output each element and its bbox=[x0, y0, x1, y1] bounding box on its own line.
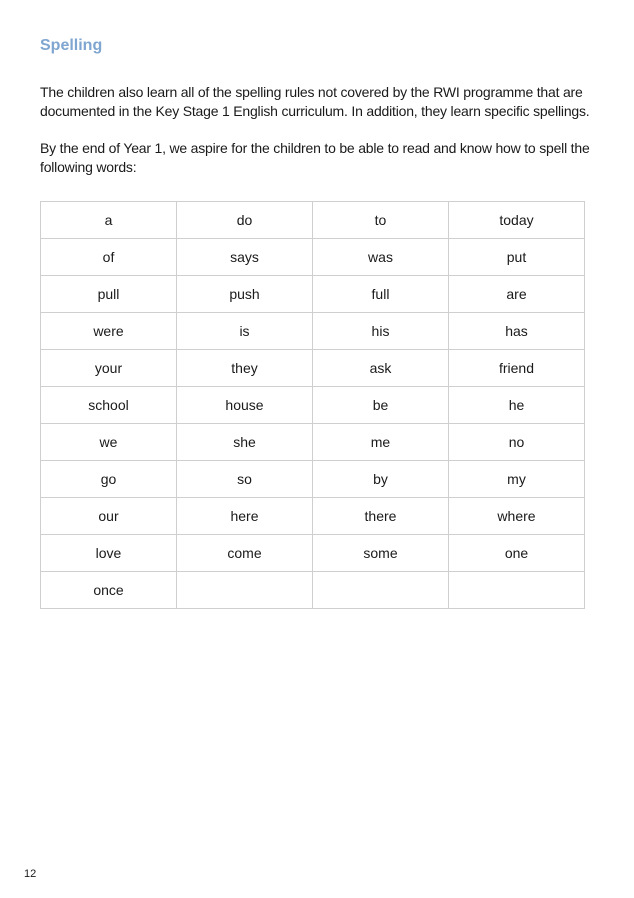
table-row bbox=[41, 572, 585, 609]
table-cell: no bbox=[449, 424, 585, 461]
table-cell: love bbox=[41, 535, 177, 572]
table-cell: we bbox=[41, 424, 177, 461]
table-row bbox=[41, 535, 585, 572]
table-row bbox=[41, 350, 585, 387]
table-row bbox=[41, 461, 585, 498]
table-cell: there bbox=[313, 498, 449, 535]
table-cell: were bbox=[41, 313, 177, 350]
table-cell: a bbox=[41, 202, 177, 239]
table-cell: put bbox=[449, 239, 585, 276]
table-row bbox=[41, 387, 585, 424]
table-cell: go bbox=[41, 461, 177, 498]
table-cell: she bbox=[177, 424, 313, 461]
table-row bbox=[41, 498, 585, 535]
table-cell: house bbox=[177, 387, 313, 424]
table-cell: so bbox=[177, 461, 313, 498]
intro-paragraph: The children also learn all of the spelling rules not covered by the RWI programme that are documented in the Key Stage 1 English curriculum. In addition, they learn specific spellings. bbox=[40, 84, 590, 119]
table-cell: has bbox=[449, 313, 585, 350]
table-row bbox=[41, 276, 585, 313]
table-cell: his bbox=[313, 313, 449, 350]
table-cell: was bbox=[313, 239, 449, 276]
section-heading: Spelling bbox=[40, 37, 103, 54]
table-cell: be bbox=[313, 387, 449, 424]
table-cell: today bbox=[449, 202, 585, 239]
table-cell bbox=[313, 572, 449, 609]
table-cell: by bbox=[313, 461, 449, 498]
table-cell: of bbox=[41, 239, 177, 276]
table-cell: do bbox=[177, 202, 313, 239]
page-number: 12 bbox=[24, 868, 37, 880]
table-cell: they bbox=[177, 350, 313, 387]
table-cell: he bbox=[449, 387, 585, 424]
table-cell: says bbox=[177, 239, 313, 276]
table-cell bbox=[449, 572, 585, 609]
table-cell: here bbox=[177, 498, 313, 535]
table-cell: once bbox=[41, 572, 177, 609]
table-row bbox=[41, 313, 585, 350]
spelling-words-table bbox=[40, 201, 585, 609]
table-cell: our bbox=[41, 498, 177, 535]
table-row bbox=[41, 239, 585, 276]
table-cell: friend bbox=[449, 350, 585, 387]
table-cell: your bbox=[41, 350, 177, 387]
table-cell: full bbox=[313, 276, 449, 313]
table-cell: where bbox=[449, 498, 585, 535]
table-cell: is bbox=[177, 313, 313, 350]
table-cell: come bbox=[177, 535, 313, 572]
table-cell: some bbox=[313, 535, 449, 572]
table-cell: my bbox=[449, 461, 585, 498]
table-cell bbox=[177, 572, 313, 609]
table-cell: school bbox=[41, 387, 177, 424]
table-cell: me bbox=[313, 424, 449, 461]
table-cell: push bbox=[177, 276, 313, 313]
table-cell: ask bbox=[313, 350, 449, 387]
table-cell: to bbox=[313, 202, 449, 239]
table-cell: pull bbox=[41, 276, 177, 313]
table-cell: one bbox=[449, 535, 585, 572]
year1-paragraph: By the end of Year 1, we aspire for the children to be able to read and know how to spell the following words: bbox=[40, 140, 590, 175]
table-cell: are bbox=[449, 276, 585, 313]
table-row bbox=[41, 202, 585, 239]
table-row bbox=[41, 424, 585, 461]
